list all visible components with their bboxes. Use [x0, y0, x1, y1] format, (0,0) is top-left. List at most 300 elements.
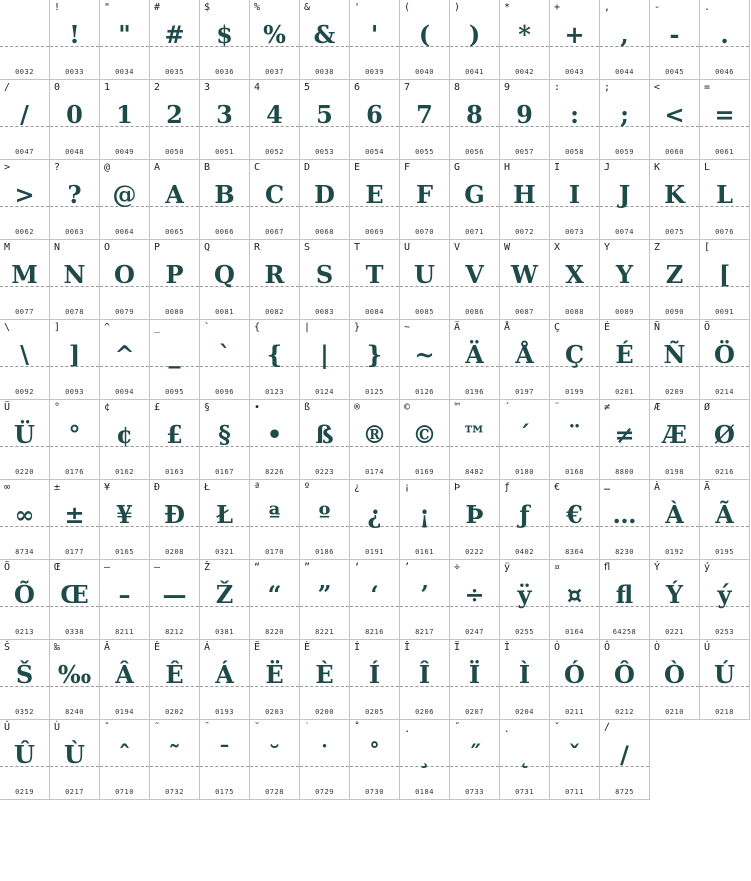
glyph-sample: ‰: [57, 660, 92, 689]
glyph-sample: 2: [166, 100, 183, 129]
glyph-code: 0197: [515, 388, 534, 396]
glyph-label: Ò: [654, 642, 661, 653]
glyph-code: 0077: [15, 308, 34, 316]
glyph-cell: [450, 400, 500, 480]
glyph-sample: Ø: [714, 420, 735, 449]
glyph-cell: [50, 160, 100, 240]
glyph-sample: ÷: [464, 580, 485, 609]
glyph-label: 8: [454, 82, 461, 93]
glyph-sample: Ò: [664, 660, 685, 689]
glyph-label: >: [4, 162, 11, 173]
glyph-cell: [400, 0, 450, 80]
glyph-cell: [200, 720, 250, 800]
glyph-label: Ó: [554, 642, 561, 653]
glyph-sample: ˆ: [118, 740, 131, 769]
glyph-cell: [700, 640, 750, 720]
glyph-label: 6: [354, 82, 361, 93]
glyph-sample: €: [566, 500, 583, 529]
glyph-cell: [500, 240, 550, 320]
glyph-sample: •: [266, 420, 283, 449]
glyph-code: 0042: [515, 68, 534, 76]
glyph-code: 0710: [115, 788, 134, 796]
glyph-cell: [0, 160, 50, 240]
glyph-code: 0059: [615, 148, 634, 156]
glyph-cell: [400, 480, 450, 560]
glyph-code: 0200: [315, 708, 334, 716]
glyph-cell: [700, 560, 750, 640]
glyph-cell: [700, 240, 750, 320]
glyph-code: 0184: [415, 788, 434, 796]
glyph-cell: [50, 0, 100, 80]
glyph-cell: [450, 0, 500, 80]
glyph-cell: [500, 80, 550, 160]
glyph-sample: D: [314, 180, 335, 209]
glyph-sample: 7: [416, 100, 433, 129]
glyph-cell: [600, 240, 650, 320]
glyph-code: 0083: [315, 308, 334, 316]
glyph-row: [0, 400, 751, 480]
glyph-label: _: [154, 322, 161, 333]
glyph-sample: ﬂ: [615, 580, 634, 609]
glyph-code: 0732: [165, 788, 184, 796]
glyph-code: 0060: [665, 148, 684, 156]
glyph-cell: [250, 400, 300, 480]
glyph-cell: [100, 80, 150, 160]
glyph-code: 8217: [415, 628, 434, 636]
glyph-sample: Ì: [518, 660, 531, 689]
glyph-code: 8211: [115, 628, 134, 636]
glyph-sample: Ú: [714, 660, 735, 689]
glyph-cell: [0, 240, 50, 320]
glyph-sample: 9: [516, 100, 533, 129]
glyph-code: 0402: [515, 548, 534, 556]
glyph-row: [0, 0, 751, 80]
glyph-code: 0381: [215, 628, 234, 636]
glyph-sample: U: [414, 260, 435, 289]
glyph-code: 0076: [715, 228, 734, 236]
glyph-cell: [400, 720, 450, 800]
glyph-sample: ¡: [419, 500, 430, 529]
glyph-cell: [200, 480, 250, 560]
glyph-code: 64258: [612, 628, 637, 636]
glyph-cell: [250, 480, 300, 560]
glyph-label: ¤: [554, 562, 561, 573]
glyph-cell: [300, 80, 350, 160]
glyph-sample: –: [118, 580, 131, 609]
glyph-label: 3: [204, 82, 211, 93]
glyph-code: 0043: [565, 68, 584, 76]
glyph-code: 0221: [665, 628, 684, 636]
glyph-label: L: [704, 162, 711, 173]
glyph-sample: ˘: [268, 740, 281, 769]
glyph-code: 0729: [315, 788, 334, 796]
glyph-label: D: [304, 162, 311, 173]
glyph-label: C: [254, 162, 261, 173]
glyph-label: X: [554, 242, 561, 253]
glyph-label: I: [554, 162, 561, 173]
glyph-label: –: [104, 562, 111, 573]
glyph-cell: [0, 560, 50, 640]
glyph-code: 0048: [65, 148, 84, 156]
glyph-label: •: [254, 402, 261, 413]
glyph-label: [: [704, 242, 711, 253]
glyph-sample: ”: [317, 580, 332, 609]
glyph-label: -: [654, 2, 661, 13]
glyph-sample: Š: [15, 660, 34, 689]
glyph-sample: Z: [665, 260, 684, 289]
glyph-code: 0090: [665, 308, 684, 316]
glyph-label: #: [154, 2, 161, 13]
glyph-sample: ¿: [367, 500, 382, 529]
glyph-cell: [400, 320, 450, 400]
glyph-label: 2: [154, 82, 161, 93]
glyph-sample: ˜: [168, 740, 181, 769]
glyph-sample: [: [718, 260, 731, 289]
glyph-label: 0: [54, 82, 61, 93]
glyph-sample: H: [513, 180, 536, 209]
glyph-sample: F: [415, 180, 434, 209]
glyph-code: 0095: [165, 388, 184, 396]
glyph-label: ∕: [604, 722, 611, 733]
glyph-cell: [200, 0, 250, 80]
glyph-sample: ©: [412, 420, 437, 449]
glyph-cell: [0, 400, 50, 480]
glyph-code: 0198: [665, 468, 684, 476]
glyph-label: S: [304, 242, 311, 253]
glyph-label: &: [304, 2, 311, 13]
glyph-label: ∞: [4, 482, 11, 493]
glyph-sample: Û: [14, 740, 35, 769]
glyph-code: 0096: [215, 388, 234, 396]
glyph-code: 8220: [265, 628, 284, 636]
glyph-sample: Í: [368, 660, 381, 689]
glyph-label: U: [404, 242, 411, 253]
glyph-code: 0196: [465, 388, 484, 396]
glyph-label: .: [704, 2, 711, 13]
glyph-code: 0052: [265, 148, 284, 156]
glyph-sample: T: [365, 260, 384, 289]
glyph-sample: ¨: [568, 420, 581, 449]
glyph-cell: [550, 80, 600, 160]
glyph-cell: [600, 320, 650, 400]
glyph-cell: [550, 240, 600, 320]
glyph-label: Î: [404, 642, 411, 653]
glyph-sample: S: [315, 260, 334, 289]
glyph-sample: M: [11, 260, 38, 289]
glyph-code: 0338: [65, 628, 84, 636]
glyph-cell: [100, 160, 150, 240]
glyph-cell: [450, 640, 500, 720]
glyph-label: ¥: [104, 482, 111, 493]
glyph-cell: [300, 480, 350, 560]
glyph-cell: [550, 640, 600, 720]
glyph-code: 0731: [515, 788, 534, 796]
glyph-cell: [650, 80, 700, 160]
glyph-code: 0039: [365, 68, 384, 76]
glyph-cell: [600, 720, 650, 800]
glyph-sample: Ù: [64, 740, 85, 769]
glyph-sample: ®: [362, 420, 387, 449]
glyph-code: 0056: [465, 148, 484, 156]
glyph-code: 0035: [165, 68, 184, 76]
glyph-label: ": [104, 2, 111, 13]
glyph-code: 0040: [415, 68, 434, 76]
glyph-sample: :: [570, 100, 579, 129]
glyph-code: 0053: [315, 148, 334, 156]
glyph-cell: [0, 480, 50, 560]
glyph-cell: [500, 720, 550, 800]
glyph-cell: [650, 560, 700, 640]
glyph-cell: [350, 0, 400, 80]
glyph-cell: [300, 720, 350, 800]
glyph-cell: [500, 400, 550, 480]
glyph-label: ß: [304, 402, 311, 413]
glyph-sample: ÿ: [517, 580, 532, 609]
glyph-label: K: [654, 162, 661, 173]
glyph-label: ©: [404, 402, 411, 413]
glyph-label: ™: [454, 402, 461, 413]
glyph-label: Ð: [154, 482, 161, 493]
glyph-cell: [450, 240, 500, 320]
glyph-label: W: [504, 242, 511, 253]
glyph-cell: [300, 320, 350, 400]
glyph-code: 0078: [65, 308, 84, 316]
glyph-sample: [0, 16, 49, 54]
glyph-sample: }: [366, 340, 383, 369]
glyph-code: 0186: [315, 548, 334, 556]
glyph-label: ý: [704, 562, 711, 573]
glyph-code: 0208: [165, 548, 184, 556]
glyph-sample: 6: [366, 100, 383, 129]
glyph-sample: J: [618, 180, 631, 209]
glyph-code: 0081: [215, 308, 234, 316]
glyph-code: 0255: [515, 628, 534, 636]
glyph-code: 0123: [265, 388, 284, 396]
glyph-cell: [0, 80, 50, 160]
glyph-sample: ;: [620, 100, 629, 129]
glyph-code: 0168: [565, 468, 584, 476]
glyph-cell: [400, 240, 450, 320]
glyph-cell: [700, 160, 750, 240]
glyph-cell: [50, 240, 100, 320]
glyph-label: 9: [504, 82, 511, 93]
glyph-label: §: [204, 402, 211, 413]
glyph-label: (: [404, 2, 411, 13]
glyph-label: *: [504, 2, 511, 13]
glyph-code: 0125: [365, 388, 384, 396]
glyph-code: 8230: [615, 548, 634, 556]
glyph-cell: [50, 400, 100, 480]
glyph-label: €: [554, 482, 561, 493]
glyph-cell: [550, 160, 600, 240]
glyph-label: ]: [54, 322, 61, 333]
glyph-code: 0072: [515, 228, 534, 236]
glyph-label: Û: [4, 722, 11, 733]
glyph-label: :: [554, 82, 561, 93]
glyph-label: R: [254, 242, 261, 253]
glyph-cell: [650, 640, 700, 720]
glyph-label: Š: [4, 642, 11, 653]
glyph-cell: [600, 0, 650, 80]
glyph-cell: [700, 0, 750, 80]
glyph-code: 0062: [15, 228, 34, 236]
glyph-label: Ê: [154, 642, 161, 653]
glyph-sample: ): [468, 20, 481, 49]
glyph-code: 0216: [715, 468, 734, 476]
glyph-label: {: [254, 322, 261, 333]
glyph-code: 0164: [565, 628, 584, 636]
glyph-code: 0045: [665, 68, 684, 76]
glyph-cell: [300, 240, 350, 320]
glyph-cell: [250, 240, 300, 320]
glyph-code: 0068: [315, 228, 334, 236]
glyph-cell: [550, 0, 600, 80]
glyph-code: 0199: [565, 388, 584, 396]
glyph-code: 0044: [615, 68, 634, 76]
glyph-cell: [550, 560, 600, 640]
glyph-code: 0175: [215, 788, 234, 796]
glyph-sample: `: [218, 340, 231, 369]
glyph-label: }: [354, 322, 361, 333]
glyph-code: 0084: [365, 308, 384, 316]
glyph-code: 0730: [365, 788, 384, 796]
glyph-code: 0209: [665, 388, 684, 396]
glyph-sample: È: [315, 660, 334, 689]
glyph-sample: ´: [518, 420, 531, 449]
glyph-label: Ü: [4, 402, 11, 413]
glyph-cell: [350, 480, 400, 560]
glyph-cell: [600, 640, 650, 720]
glyph-cell: [600, 400, 650, 480]
glyph-sample: ∞: [14, 500, 35, 529]
glyph-cell: [100, 320, 150, 400]
glyph-sample: $: [216, 20, 233, 49]
glyph-cell: [350, 720, 400, 800]
glyph-sample: Ñ: [663, 340, 686, 369]
glyph-sample: A: [165, 180, 184, 209]
glyph-code: 0205: [365, 708, 384, 716]
glyph-cell: [200, 240, 250, 320]
glyph-row: [0, 480, 751, 560]
glyph-sample: ±: [64, 500, 85, 529]
glyph-row: [0, 720, 751, 800]
glyph-cell: [100, 640, 150, 720]
glyph-code: 0032: [15, 68, 34, 76]
glyph-label: Ç: [554, 322, 561, 333]
glyph-cell: [700, 400, 750, 480]
glyph-sample: C: [264, 180, 285, 209]
glyph-cell: [250, 640, 300, 720]
glyph-cell: [350, 560, 400, 640]
glyph-cell: [50, 720, 100, 800]
glyph-code: 0711: [565, 788, 584, 796]
glyph-label: ¡: [404, 482, 411, 493]
glyph-cell: [150, 480, 200, 560]
glyph-code: 0075: [665, 228, 684, 236]
glyph-label: A: [154, 162, 161, 173]
glyph-cell: [0, 640, 50, 720]
glyph-label: Í: [354, 642, 361, 653]
glyph-label: <: [654, 82, 661, 93]
glyph-cell: [250, 80, 300, 160]
glyph-sample: ¤: [566, 580, 583, 609]
glyph-label: +: [554, 2, 561, 13]
glyph-code: 0061: [715, 148, 734, 156]
glyph-cell: [650, 0, 700, 80]
glyph-code: 0082: [265, 308, 284, 316]
glyph-cell: [300, 640, 350, 720]
glyph-sample: ¢: [116, 420, 133, 449]
glyph-label: Ã: [704, 482, 711, 493]
glyph-cell: [700, 320, 750, 400]
glyph-cell: [150, 0, 200, 80]
glyph-sample: ]: [68, 340, 81, 369]
glyph-cell: [250, 320, 300, 400]
glyph-label: F: [404, 162, 411, 173]
glyph-label: ;: [604, 82, 611, 93]
glyph-code: 8725: [615, 788, 634, 796]
glyph-label: /: [4, 82, 11, 93]
glyph-code: 0080: [165, 308, 184, 316]
glyph-code: 0041: [465, 68, 484, 76]
glyph-code: 0057: [515, 148, 534, 156]
glyph-label: ª: [254, 482, 261, 493]
glyph-code: 0036: [215, 68, 234, 76]
glyph-sample: .: [720, 20, 729, 49]
glyph-sample: ": [118, 20, 131, 49]
glyph-cell: [350, 320, 400, 400]
glyph-cell: [100, 560, 150, 640]
glyph-label: Z: [654, 242, 661, 253]
glyph-cell: [550, 400, 600, 480]
glyph-code: 0201: [615, 388, 634, 396]
glyph-sample: ˇ: [568, 740, 581, 769]
glyph-label: N: [54, 242, 61, 253]
glyph-sample: Ô: [614, 660, 635, 689]
glyph-label: ≠: [604, 402, 611, 413]
glyph-sample: ˝: [468, 740, 481, 769]
glyph-sample: <: [664, 100, 685, 129]
glyph-label: 4: [254, 82, 261, 93]
glyph-label: Ë: [254, 642, 261, 653]
glyph-code: 0069: [365, 228, 384, 236]
glyph-sample: 3: [216, 100, 233, 129]
glyph-sample: 1: [116, 100, 133, 129]
glyph-sample: 0: [66, 100, 83, 129]
glyph-cell: [250, 160, 300, 240]
glyph-sample: ’: [420, 580, 429, 609]
glyph-sample: ‘: [370, 580, 379, 609]
glyph-label: ¨: [554, 402, 561, 413]
glyph-label: ”: [304, 562, 311, 573]
glyph-cell: [250, 720, 300, 800]
glyph-cell: [550, 480, 600, 560]
glyph-sample: ¯: [218, 740, 231, 769]
glyph-sample: G: [464, 180, 485, 209]
glyph-sample: “: [267, 580, 282, 609]
glyph-cell: [300, 160, 350, 240]
glyph-sample: X: [565, 260, 584, 289]
glyph-label: ¢: [104, 402, 111, 413]
glyph-sample: 5: [316, 100, 333, 129]
glyph-cell: [600, 480, 650, 560]
glyph-code: 0253: [715, 628, 734, 636]
glyph-sample: _: [168, 340, 181, 369]
glyph-cell: [650, 480, 700, 560]
glyph-label: Ù: [54, 722, 61, 733]
glyph-row: [0, 240, 751, 320]
glyph-sample: ˙: [318, 740, 331, 769]
